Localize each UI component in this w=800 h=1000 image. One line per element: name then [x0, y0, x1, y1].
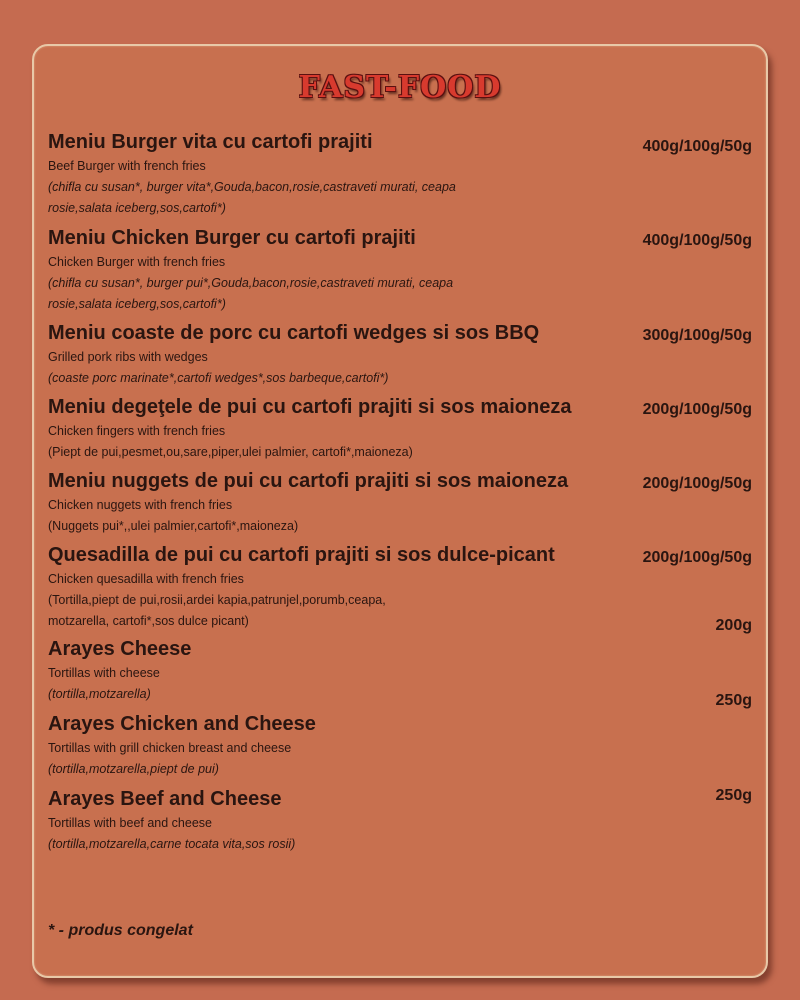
item-description: Grilled pork ribs with wedges — [48, 350, 208, 364]
item-ingredients: (chifla cu susan*, burger pui*,Gouda,bacon,rosie,castraveti murati, ceapa rosie,salata iceberg,sos,cartofi*) — [48, 276, 454, 311]
item-weight: 200g/100g/50g — [642, 475, 752, 492]
item-ingredients: (tortilla,motzarella,carne tocata vita,sos rosii) — [48, 837, 296, 851]
list-item — [48, 393, 752, 467]
item-description: Tortillas with cheese — [48, 666, 160, 680]
item-name: Meniu nuggets de pui cu cartofi prajiti si sos maioneza — [48, 470, 569, 492]
item-description: Beef Burger with french fries — [48, 159, 206, 173]
item-weight: 200g/100g/50g — [642, 401, 752, 418]
item-weight: 200g — [715, 617, 752, 634]
item-name: Meniu coaste de porc cu cartofi wedges si sos BBQ — [48, 322, 540, 344]
item-ingredients: (Nuggets pui*,,ulei palmier,cartofi*,maioneza) — [48, 519, 299, 533]
item-weight: 250g — [715, 692, 752, 709]
item-ingredients: (coaste porc marinate*,cartofi wedges*,sos barbeque,cartofi*) — [48, 371, 389, 385]
item-name: Arayes Beef and Cheese — [48, 788, 282, 810]
list-item — [48, 692, 752, 785]
item-name: Arayes Cheese — [48, 638, 192, 660]
item-description: Chicken nuggets with french fries — [48, 498, 233, 512]
list-item — [48, 224, 752, 319]
item-weight: 400g/100g/50g — [642, 138, 752, 155]
list-item — [48, 541, 752, 635]
item-description: Tortillas with grill chicken breast and cheese — [48, 741, 292, 755]
item-ingredients: (Piept de pui,pesmet,ou,sare,piper,ulei palmier, cartofi*,maioneza) — [48, 445, 413, 459]
list-item — [48, 467, 752, 541]
item-name: Arayes Chicken and Cheese — [48, 713, 316, 735]
item-weight: 400g/100g/50g — [642, 232, 752, 249]
item-ingredients: (chifla cu susan*, burger vita*,Gouda,bacon,rosie,castraveti murati, ceapa rosie,salata iceberg,sos,cartofi*) — [48, 180, 456, 215]
footnote: * - produs congelat — [48, 922, 193, 939]
item-ingredients: (tortilla,motzarella) — [48, 687, 151, 701]
list-item — [48, 319, 752, 393]
list-item — [48, 128, 752, 224]
item-description: Chicken fingers with french fries — [48, 424, 226, 438]
item-weight: 250g — [715, 787, 752, 804]
item-description: Chicken quesadilla with french fries — [48, 572, 244, 586]
item-description: Tortillas with beef and cheese — [48, 816, 212, 830]
page-title: FAST-FOOD — [298, 70, 502, 105]
item-weight: 200g/100g/50g — [642, 549, 752, 566]
menu-list — [48, 128, 752, 860]
item-name: Meniu Burger vita cu cartofi prajiti — [48, 131, 373, 153]
item-ingredients: (Tortilla,piept de pui,rosii,ardei kapia,patrunjel,porumb,ceapa, motzarella, cartofi*,sos dulce picant) — [48, 593, 386, 628]
list-item — [48, 785, 752, 860]
item-weight: 300g/100g/50g — [642, 327, 752, 344]
item-description: Chicken Burger with french fries — [48, 255, 226, 269]
list-item — [48, 617, 752, 710]
item-ingredients: (tortilla,motzarella,piept de pui) — [48, 762, 219, 776]
item-name: Meniu degeţele de pui cu cartofi prajiti si sos maioneza — [48, 396, 572, 418]
item-name: Meniu Chicken Burger cu cartofi prajiti — [48, 227, 416, 249]
item-name: Quesadilla de pui cu cartofi prajiti si sos dulce-picant — [48, 544, 555, 566]
